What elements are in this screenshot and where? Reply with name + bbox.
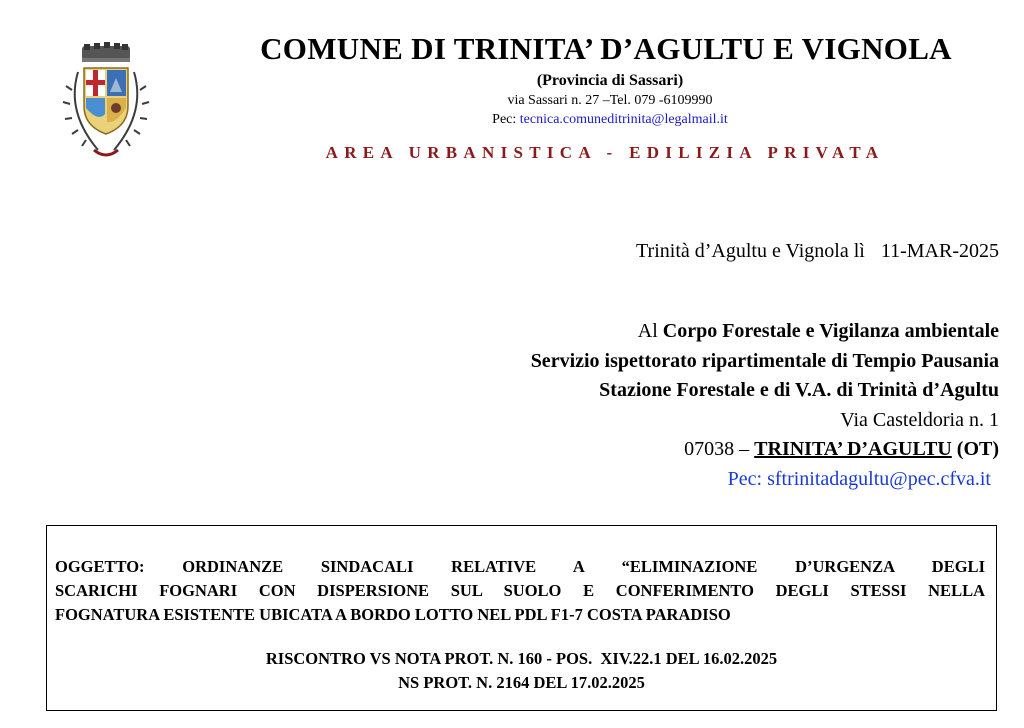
recipient-line-3: Stazione Forestale e di V.A. di Trinità d’Agultu — [599, 379, 999, 401]
pec-line — [420, 112, 800, 128]
recipient-line-1 — [531, 317, 999, 347]
date-line — [636, 240, 999, 263]
date-value: 11-MAR-2025 — [880, 240, 999, 262]
pec-email-link[interactable]: tecnica.comuneditrinita@legalmail.it — [519, 112, 728, 127]
recipient-province: (OT) — [951, 438, 999, 460]
recipient-line-2: Servizio ispettorato ripartimentale di Tempio Pausania — [530, 349, 999, 372]
pec-label: Pec: — [492, 112, 520, 127]
recipient-line-5 — [531, 435, 999, 465]
shield-icon — [84, 68, 128, 134]
address-line: via Sassari n. 27 –Tel. 079 -6109990 — [507, 93, 713, 108]
recipient-name: Corpo Forestale e Vigilanza ambientale — [662, 320, 999, 342]
recipient-block — [531, 317, 999, 494]
recipient-town: TRINITA’ D’AGULTU — [754, 438, 952, 460]
subject-text — [55, 555, 985, 627]
reply-line-2: NS PROT. N. 2164 DEL 17.02.2025 — [398, 673, 645, 692]
recipient-postcode: 07038 – — [684, 438, 755, 460]
recipient-pec-link[interactable]: Pec: sftrinitadagultu@pec.cfva.it — [727, 467, 991, 490]
reply-line-1: RISCONTRO VS NOTA PROT. N. 160 - POS. XIV.22.1 DEL 16.02.2025 — [265, 649, 778, 668]
date-place: Trinità d’Agultu e Vignola lì — [636, 240, 865, 262]
subject-line-1: OGGETTO: ORDINANZE SINDACALI RELATIVE A “ELIMINAZIONE D’URGENZA DEGLI — [55, 557, 985, 576]
subject-line-3: FOGNATURA ESISTENTE UBICATA A BORDO LOTTO NEL PDL F1-7 COSTA PARADISO — [55, 605, 731, 624]
recipient-prefix: Al — [637, 320, 663, 342]
municipality-title: COMUNE DI TRINITA’ D’AGULTU E VIGNOLA — [260, 31, 952, 66]
subject-line-2: SCARICHI FOGNARI CON DISPERSIONE SUL SUOLO E CONFERIMENTO DEGLI STESSI NELLA — [55, 581, 985, 600]
crown-icon — [82, 42, 130, 62]
coat-of-arms-icon — [58, 42, 154, 170]
reply-reference — [46, 647, 997, 695]
province-label: (Provincia di Sassari) — [536, 72, 684, 89]
recipient-line-4: Via Casteldoria n. 1 — [840, 408, 999, 431]
area-heading: AREA URBANISTICA - EDILIZIA PRIVATA — [325, 143, 885, 162]
